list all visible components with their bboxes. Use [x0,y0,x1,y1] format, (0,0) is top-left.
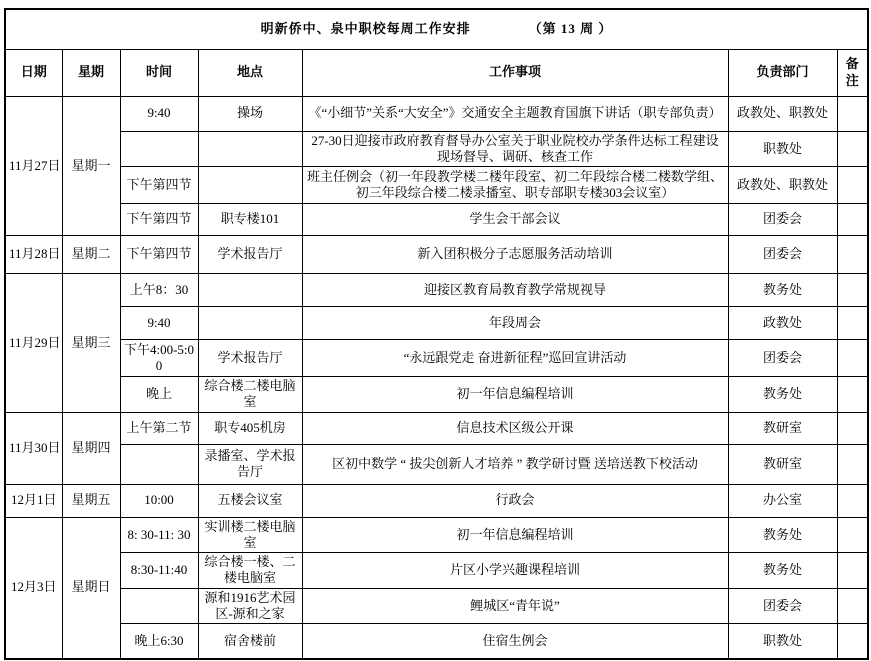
location-cell [198,274,302,307]
table-row [5,444,868,484]
date-cell: 12月3日 [5,517,62,659]
time-cell: 晚上6:30 [120,624,198,659]
note-cell [837,340,868,377]
department-cell: 团委会 [728,204,837,236]
task-cell: 《“小细节”关系“大安全”》交通安全主题教育国旗下讲话（职专部负责） [302,96,728,131]
weekday-cell: 星期二 [62,236,120,274]
table-row [5,517,868,553]
note-cell [837,517,868,553]
date-cell: 11月28日 [5,236,62,274]
location-cell [198,131,302,167]
department-cell: 职教处 [728,131,837,167]
date-cell: 11月29日 [5,274,62,413]
department-cell: 教务处 [728,274,837,307]
department-cell: 政教处、职教处 [728,167,837,204]
note-cell [837,167,868,204]
col-header-location: 地点 [198,49,302,96]
time-cell: 8: 30-11: 30 [120,517,198,553]
col-header-weekday: 星期 [62,49,120,96]
note-cell [837,377,868,413]
task-cell: 初一年信息编程培训 [302,517,728,553]
location-cell: 学术报告厅 [198,236,302,274]
weekday-cell: 星期五 [62,484,120,517]
time-cell: 8:30-11:40 [120,553,198,589]
table-row [5,340,868,377]
time-cell: 9:40 [120,307,198,340]
task-cell: 学生会干部会议 [302,204,728,236]
department-cell: 团委会 [728,236,837,274]
note-cell [837,624,868,659]
task-cell: 新入团积极分子志愿服务活动培训 [302,236,728,274]
table-row [5,588,868,624]
location-cell: 职专楼101 [198,204,302,236]
weekday-cell: 星期四 [62,412,120,484]
date-cell: 11月30日 [5,412,62,484]
weekday-cell: 星期一 [62,96,120,236]
department-cell: 教务处 [728,517,837,553]
table-row [5,236,868,274]
location-cell: 录播室、学术报告厅 [198,444,302,484]
task-cell: 初一年信息编程培训 [302,377,728,413]
task-cell: 年段周会 [302,307,728,340]
col-header-task: 工作事项 [302,49,728,96]
time-cell: 下午4:00-5:00 [120,340,198,377]
note-cell [837,444,868,484]
location-cell: 操场 [198,96,302,131]
department-cell: 政教处、职教处 [728,96,837,131]
table-row [5,553,868,589]
table-row [5,624,868,659]
title-main: 明新侨中、泉中职校每周工作安排 [260,21,471,37]
note-cell [837,588,868,624]
title-row [5,9,868,49]
location-cell: 实训楼二楼电脑室 [198,517,302,553]
location-cell: 源和1916艺术园区-源和之家 [198,588,302,624]
table-row [5,274,868,307]
time-cell [120,444,198,484]
location-cell: 学术报告厅 [198,340,302,377]
time-cell: 9:40 [120,96,198,131]
department-cell: 教研室 [728,412,837,444]
department-cell: 教研室 [728,444,837,484]
note-cell [837,553,868,589]
location-cell: 综合楼二楼电脑室 [198,377,302,413]
time-cell [120,588,198,624]
location-cell: 综合楼一楼、二楼电脑室 [198,553,302,589]
department-cell: 政教处 [728,307,837,340]
task-cell: 迎接区教育局教育教学常规视导 [302,274,728,307]
department-cell: 团委会 [728,588,837,624]
task-cell: 27-30日迎接市政府教育督导办公室关于职业院校办学条件达标工程建设现场督导、调研、核查工作 [302,131,728,167]
location-cell: 五楼会议室 [198,484,302,517]
title-week-number: （第 13 周 ） [528,21,613,37]
table-row [5,96,868,131]
note-cell [837,96,868,131]
task-cell: 班主任例会（初一年段教学楼二楼年段室、初二年段综合楼二楼数学组、初三年段综合楼二楼录播室、职专部职专楼303会议室） [302,167,728,204]
time-cell [120,131,198,167]
table-row [5,131,868,167]
note-cell [837,131,868,167]
task-cell: 鲤城区“青年说” [302,588,728,624]
note-cell [837,274,868,307]
table-row [5,167,868,204]
weekday-cell: 星期三 [62,274,120,413]
note-cell [837,307,868,340]
note-cell [837,412,868,444]
location-cell: 职专405机房 [198,412,302,444]
time-cell: 下午第四节 [120,167,198,204]
time-cell: 上午第二节 [120,412,198,444]
note-cell [837,204,868,236]
weekly-schedule-table [4,8,869,660]
task-cell: 信息技术区级公开课 [302,412,728,444]
task-cell: 住宿生例会 [302,624,728,659]
date-cell: 11月27日 [5,96,62,236]
note-cell [837,236,868,274]
task-cell: 区初中数学 “ 拔尖创新人才培养 ” 教学研讨暨 送培送教下校活动 [302,444,728,484]
time-cell: 晚上 [120,377,198,413]
task-cell: 片区小学兴趣课程培训 [302,553,728,589]
department-cell: 办公室 [728,484,837,517]
table-row [5,204,868,236]
time-cell: 下午第四节 [120,204,198,236]
time-cell: 10:00 [120,484,198,517]
task-cell: “永远跟党走 奋进新征程”巡回宣讲活动 [302,340,728,377]
date-cell: 12月1日 [5,484,62,517]
department-cell: 团委会 [728,340,837,377]
schedule-title [5,9,868,49]
location-cell: 宿舍楼前 [198,624,302,659]
department-cell: 教务处 [728,377,837,413]
col-header-department: 负责部门 [728,49,837,96]
header-row [5,49,868,96]
col-header-note: 备注 [837,49,868,96]
table-row [5,377,868,413]
weekday-cell: 星期日 [62,517,120,659]
col-header-date: 日期 [5,49,62,96]
table-row [5,484,868,517]
table-row [5,412,868,444]
location-cell [198,307,302,340]
note-cell [837,484,868,517]
col-header-time: 时间 [120,49,198,96]
department-cell: 教务处 [728,553,837,589]
time-cell: 下午第四节 [120,236,198,274]
table-row [5,307,868,340]
location-cell [198,167,302,204]
department-cell: 职教处 [728,624,837,659]
task-cell: 行政会 [302,484,728,517]
time-cell: 上午8：30 [120,274,198,307]
